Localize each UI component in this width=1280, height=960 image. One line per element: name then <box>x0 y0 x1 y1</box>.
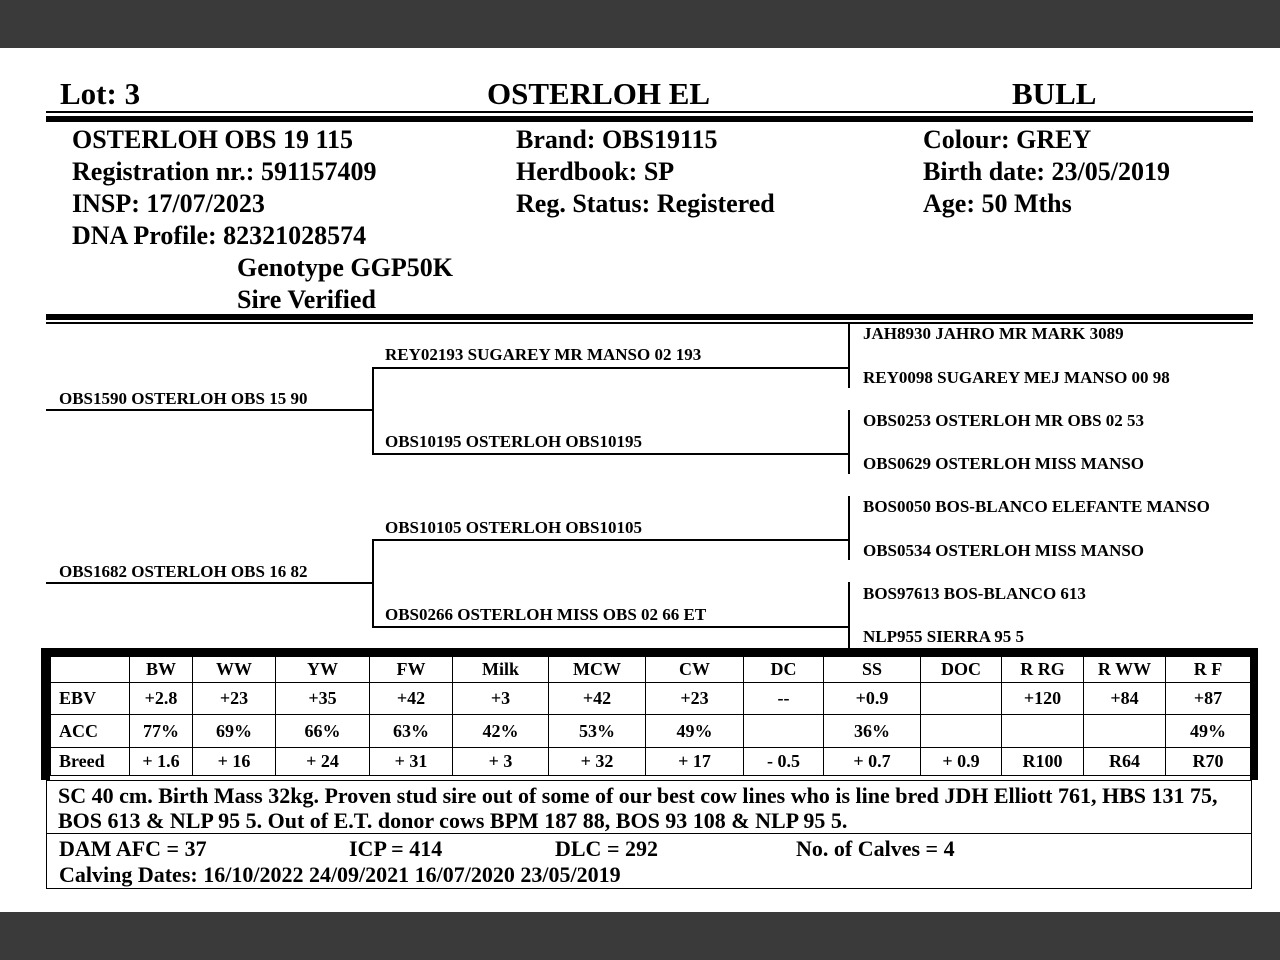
notes-box <box>46 780 1252 834</box>
ebv-cell: -- <box>744 683 824 715</box>
breed-cell: + 1.6 <box>130 748 193 776</box>
breed-row-label: Breed <box>51 748 130 776</box>
ebv-cell: +35 <box>276 683 370 715</box>
pedigree-ggp-4: OBS0629 OSTERLOH MISS MANSO <box>863 454 1145 473</box>
insp-date: INSP: 17/07/2023 <box>72 189 265 218</box>
acc-row <box>51 715 1251 748</box>
dam-calves: No. of Calves = 4 <box>796 836 955 861</box>
ebv-header-cell: FW <box>370 657 453 683</box>
acc-cell: 69% <box>193 715 276 748</box>
animal-name: OSTERLOH EL <box>487 76 711 111</box>
acc-cell: 36% <box>824 715 921 748</box>
acc-cell: 49% <box>646 715 744 748</box>
ebv-cell: +0.9 <box>824 683 921 715</box>
birth-date: Birth date: 23/05/2019 <box>923 157 1170 186</box>
pedigree-bracket <box>372 367 374 453</box>
sire-verified: Sire Verified <box>237 285 376 314</box>
breed-cell: + 0.9 <box>921 748 1002 776</box>
colour: Colour: GREY <box>923 125 1092 154</box>
ebv-frame-right <box>1250 648 1258 780</box>
dam-dlc: DLC = 292 <box>555 836 658 861</box>
acc-cell: 77% <box>130 715 193 748</box>
ebv-cell: +120 <box>1002 683 1084 715</box>
pedigree-ggp-6: OBS0534 OSTERLOH MISS MANSO <box>863 541 1145 560</box>
acc-cell: 49% <box>1166 715 1251 748</box>
pedigree-sire-sire: REY02193 SUGAREY MR MANSO 02 193 <box>385 345 702 364</box>
ebv-header-cell: R F <box>1166 657 1251 683</box>
ebv-row-label: EBV <box>51 683 130 715</box>
ebv-header-row <box>51 657 1251 683</box>
ebv-header-cell <box>51 657 130 683</box>
info-rule-thick <box>46 314 1253 320</box>
ebv-header-cell: R RG <box>1002 657 1084 683</box>
ebv-header-cell: SS <box>824 657 921 683</box>
acc-cell: 63% <box>370 715 453 748</box>
pedigree-line <box>372 539 848 541</box>
lot-label: Lot: 3 <box>60 76 141 111</box>
age: Age: 50 Mths <box>923 189 1072 218</box>
acc-cell <box>744 715 824 748</box>
acc-cell <box>1084 715 1166 748</box>
dna-profile: DNA Profile: 82321028574 <box>72 221 367 250</box>
ebv-row <box>51 683 1251 715</box>
ebv-header-cell: WW <box>193 657 276 683</box>
ebv-cell: +23 <box>646 683 744 715</box>
pedigree-bracket <box>848 496 850 560</box>
dam-icp: ICP = 414 <box>349 836 443 861</box>
ebv-table <box>50 656 1251 776</box>
pedigree-ggp-5: BOS0050 BOS-BLANCO ELEFANTE MANSO <box>863 497 1210 516</box>
ebv-header-cell: Milk <box>453 657 549 683</box>
pedigree-bracket <box>848 410 850 474</box>
ebv-header-cell: R WW <box>1084 657 1166 683</box>
pedigree-ggp-2: REY0098 SUGAREY MEJ MANSO 00 98 <box>863 368 1170 387</box>
pedigree-line <box>372 453 848 455</box>
notes-text: SC 40 cm. Birth Mass 32kg. Proven stud sire out of some of our best cow lines who is line bred JDH Elliott 761, HBS 131 75, BOS 613 & NLP 95 5. Out of E.T. donor cows BPM 187 88, BOS 93 108 & NLP 95 5. <box>58 783 1218 833</box>
header-rule-thin <box>46 111 1253 113</box>
pedigree-line <box>46 582 372 584</box>
acc-cell: 42% <box>453 715 549 748</box>
ebv-cell: +2.8 <box>130 683 193 715</box>
pedigree-sire-dam: OBS10195 OSTERLOH OBS10195 <box>385 432 642 451</box>
breed-cell: + 16 <box>193 748 276 776</box>
brand: Brand: OBS19115 <box>516 125 718 154</box>
breed-row <box>51 748 1251 776</box>
genotype: Genotype GGP50K <box>237 253 453 282</box>
pedigree-ggp-1: JAH8930 JAHRO MR MARK 3089 <box>863 324 1124 343</box>
ebv-cell: +42 <box>370 683 453 715</box>
ebv-frame-left <box>41 648 50 780</box>
ebv-header-cell: BW <box>130 657 193 683</box>
ebv-cell: +84 <box>1084 683 1166 715</box>
breed-cell: R64 <box>1084 748 1166 776</box>
pedigree-line <box>372 367 848 369</box>
acc-row-label: ACC <box>51 715 130 748</box>
breed-cell: R100 <box>1002 748 1084 776</box>
acc-cell <box>1002 715 1084 748</box>
breed-cell: + 3 <box>453 748 549 776</box>
breed-cell: + 24 <box>276 748 370 776</box>
sex-label: BULL <box>1012 76 1097 111</box>
pedigree-ggp-7: BOS97613 BOS-BLANCO 613 <box>863 584 1086 603</box>
ebv-header-cell: DOC <box>921 657 1002 683</box>
acc-cell: 53% <box>549 715 646 748</box>
pedigree-dam-dam: OBS0266 OSTERLOH MISS OBS 02 66 ET <box>385 605 707 624</box>
ebv-header-cell: DC <box>744 657 824 683</box>
ebv-header-cell: MCW <box>549 657 646 683</box>
ebv-header-cell: CW <box>646 657 744 683</box>
pedigree-sire: OBS1590 OSTERLOH OBS 15 90 <box>59 389 308 408</box>
animal-info-left <box>72 124 453 316</box>
dam-afc: DAM AFC = 37 <box>59 836 207 861</box>
acc-cell <box>921 715 1002 748</box>
pedigree-ggp-3: OBS0253 OSTERLOH MR OBS 02 53 <box>863 411 1145 430</box>
header-rule-thick <box>46 116 1253 122</box>
pedigree-line <box>46 409 372 411</box>
ebv-cell: +23 <box>193 683 276 715</box>
pedigree-dam-sire: OBS10105 OSTERLOH OBS10105 <box>385 518 642 537</box>
breed-cell: - 0.5 <box>744 748 824 776</box>
animal-info-right <box>923 124 1170 220</box>
top-dark-band <box>0 0 1280 48</box>
ebv-cell <box>921 683 1002 715</box>
ebv-header-cell: YW <box>276 657 370 683</box>
pedigree-dam: OBS1682 OSTERLOH OBS 16 82 <box>59 562 308 581</box>
ebv-cell: +87 <box>1166 683 1251 715</box>
breed-cell: R70 <box>1166 748 1251 776</box>
pedigree-bracket <box>372 539 374 627</box>
herdbook: Herdbook: SP <box>516 157 675 186</box>
full-name: OSTERLOH OBS 19 115 <box>72 125 354 154</box>
ebv-cell: +3 <box>453 683 549 715</box>
bottom-dark-band <box>0 912 1280 960</box>
pedigree-line <box>372 626 848 628</box>
pedigree-ggp-8: NLP955 SIERRA 95 5 <box>863 627 1025 646</box>
breed-cell: + 31 <box>370 748 453 776</box>
ebv-frame-top <box>41 648 1258 656</box>
calving-dates: Calving Dates: 16/10/2022 24/09/2021 16/07/2020 23/05/2019 <box>59 862 621 887</box>
breed-cell: + 0.7 <box>824 748 921 776</box>
breed-cell: + 17 <box>646 748 744 776</box>
breed-cell: + 32 <box>549 748 646 776</box>
ebv-cell: +42 <box>549 683 646 715</box>
registration-number: Registration nr.: 591157409 <box>72 157 377 186</box>
animal-info-middle <box>516 124 775 220</box>
pedigree-bracket <box>848 582 850 648</box>
reg-status: Reg. Status: Registered <box>516 189 775 218</box>
dam-stats-box <box>46 834 1252 889</box>
acc-cell: 66% <box>276 715 370 748</box>
pedigree-bracket <box>848 324 850 388</box>
